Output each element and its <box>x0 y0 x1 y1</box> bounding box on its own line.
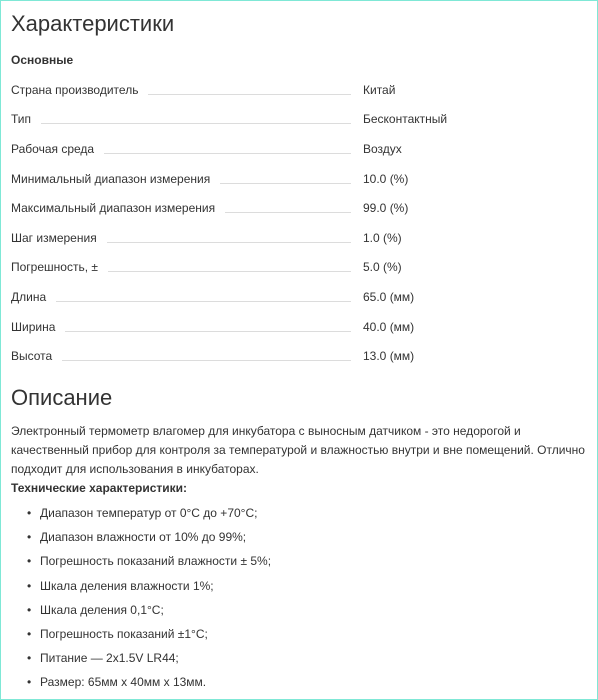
list-item <box>11 670 591 694</box>
list-item <box>11 525 591 549</box>
list-item <box>11 622 591 646</box>
spec-name: Тип <box>11 112 41 126</box>
spec-name: Погрешность, ± <box>11 260 108 274</box>
list-item <box>11 549 591 573</box>
spec-row <box>11 134 591 164</box>
list-item <box>11 646 591 670</box>
spec-value: Воздух <box>363 141 402 156</box>
spec-value: 10.0 (%) <box>363 171 409 186</box>
list-item-text: Погрешность показаний влажности ± 5%; <box>40 554 272 569</box>
spec-name: Длина <box>11 290 56 304</box>
spec-value: 13.0 (мм) <box>363 349 415 364</box>
list-item-text: Шкала деления 0,1°С; <box>40 602 164 617</box>
list-item-text: Шкала деления влажности 1%; <box>40 578 214 593</box>
spec-row <box>11 341 591 371</box>
spec-name: Страна производитель <box>11 83 148 97</box>
spec-value: 40.0 (мм) <box>363 319 415 334</box>
specs-group-title: Основные <box>11 53 74 67</box>
specs-heading: Характеристики <box>11 11 175 36</box>
spec-value: 1.0 (%) <box>363 230 402 245</box>
spec-name: Рабочая среда <box>11 142 104 156</box>
tech-specs-title: Технические характеристики: <box>11 481 188 495</box>
spec-name: Шаг измерения <box>11 231 107 245</box>
bullet-icon: • <box>27 675 32 690</box>
tech-specs-list <box>11 501 591 695</box>
spec-name: Ширина <box>11 320 65 334</box>
list-item-text: Диапазон влажности от 10% до 99%; <box>40 530 247 545</box>
bullet-icon: • <box>27 626 32 641</box>
spec-name: Максимальный диапазон измерения <box>11 201 225 215</box>
specs-list <box>11 75 591 371</box>
spec-value: 65.0 (мм) <box>363 289 415 304</box>
bullet-icon: • <box>27 651 32 666</box>
list-item <box>11 501 591 525</box>
spec-leader-line <box>11 123 351 124</box>
spec-value: 99.0 (%) <box>363 201 409 216</box>
bullet-icon: • <box>27 554 32 569</box>
list-item <box>11 574 591 598</box>
spec-value: 5.0 (%) <box>363 260 402 275</box>
spec-value: Китай <box>363 82 396 97</box>
spec-value: Бесконтактный <box>363 112 448 127</box>
spec-row <box>11 164 591 194</box>
spec-row <box>11 193 591 223</box>
spec-row <box>11 75 591 105</box>
spec-row <box>11 282 591 312</box>
bullet-icon: • <box>27 530 32 545</box>
spec-row <box>11 253 591 283</box>
list-item-text: Питание — 2х1.5V LR44; <box>40 651 179 666</box>
list-item <box>11 598 591 622</box>
spec-leader-line <box>11 301 351 302</box>
spec-name: Минимальный диапазон измерения <box>11 172 220 186</box>
bullet-icon: • <box>27 602 32 617</box>
description-heading: Описание <box>11 385 113 410</box>
list-item-text: Размер: 65мм х 40мм х 13мм. <box>40 675 207 690</box>
list-item-text: Диапазон температур от 0°С до +70°С; <box>40 506 258 520</box>
bullet-icon: • <box>27 578 32 593</box>
spec-row <box>11 105 591 135</box>
list-item-text: Погрешность показаний ±1°С; <box>40 626 208 641</box>
spec-row <box>11 223 591 253</box>
bullet-icon: • <box>27 506 32 520</box>
description-text: Электронный термометр влагомер для инкубатора с выносным датчиком - это недорогой и качественный прибор для контроля за температурой и влажностью внутри и вне помещений. Отлично подходит для использования в инкубаторах. <box>11 424 585 476</box>
spec-name: Высота <box>11 349 62 363</box>
spec-row <box>11 312 591 342</box>
